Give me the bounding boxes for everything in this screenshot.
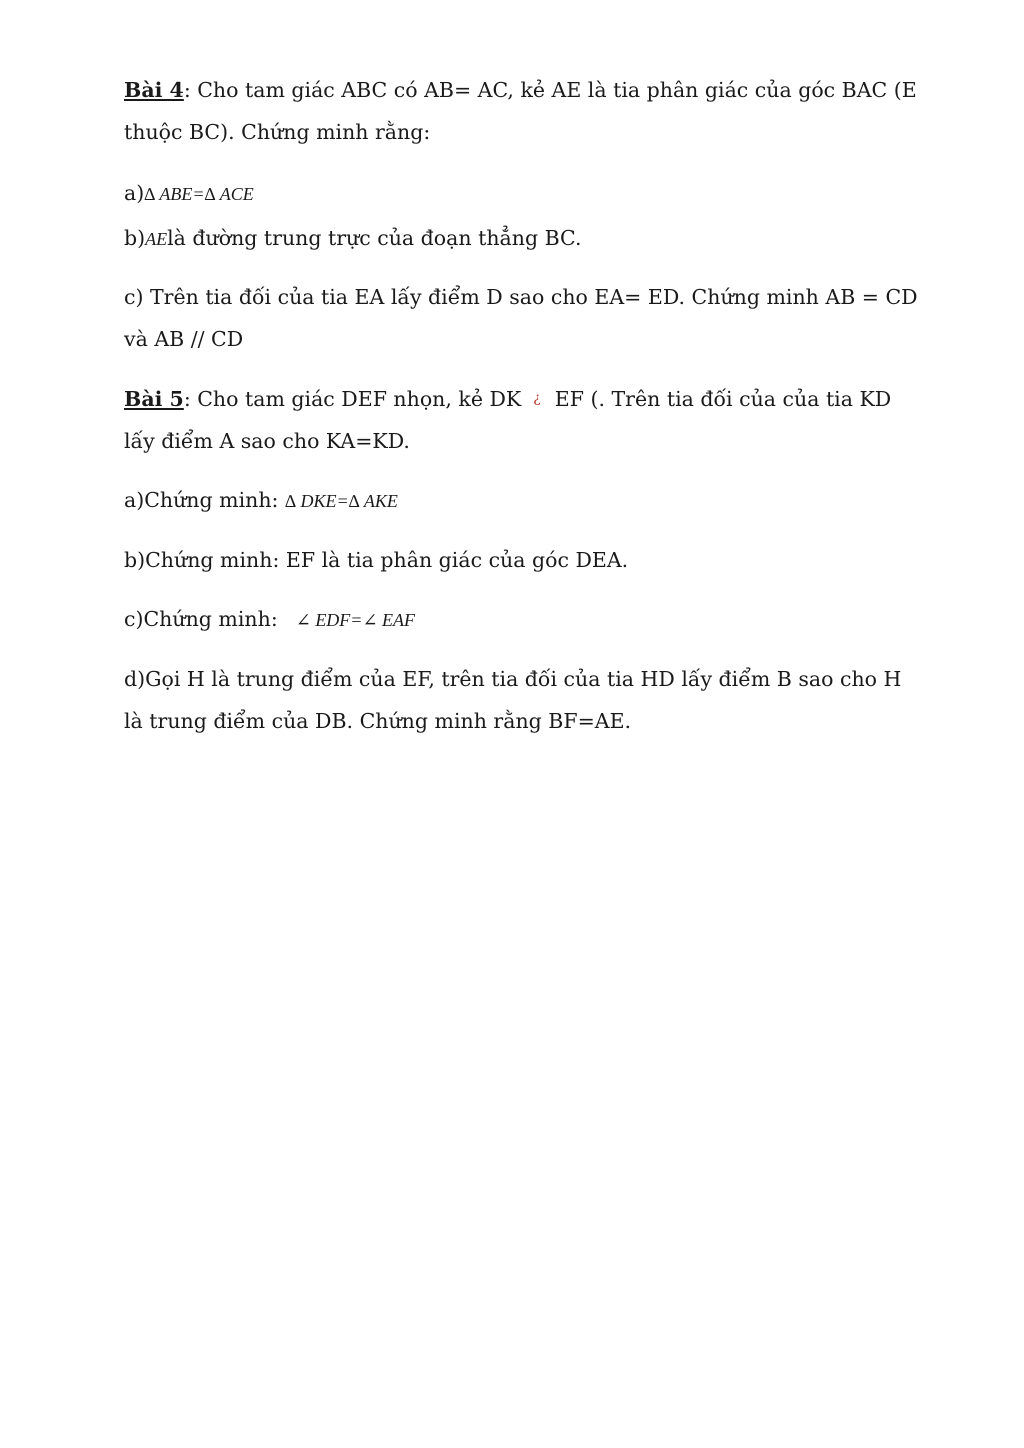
bai4-title: Bài 4 [124,78,184,102]
bai5-d-text-cont: là trung điểm của DB. Chứng minh rằng BF=AE. [124,709,632,733]
bai4-b-label: b) [124,226,146,250]
bai4-line-1 [124,78,917,102]
bai4-statement: : Cho tam giác ABC có AB= AC, kẻ AE là tia phân giác của góc BAC (E [183,78,917,102]
bai4-part-b [124,228,904,249]
bai5-statement-a: : Cho tam giác DEF nhọn, kẻ DK [183,387,522,411]
bai5-part-a [124,490,904,511]
bai4-c-text: c) Trên tia đối của tia EA lấy điểm D sao cho EA= ED. Chứng minh AB = CD [124,285,918,309]
bai5-d-text: d)Gọi H là trung điểm của EF, trên tia đối của tia HD lấy điểm B sao cho H [124,667,902,691]
bai4-part-c-line-1 [124,285,918,309]
bai5-line-1 [124,389,904,410]
bai4-c-text-cont: và AB // CD [124,327,244,351]
bai5-title: Bài 5 [124,387,184,411]
bai4-a-formula: ∆ ABE=∆ ACE [144,184,254,204]
bai5-statement-cont: lấy điểm A sao cho KA=KD. [124,429,410,453]
bai4-b-formula: AE [145,229,168,249]
bai5-c-label: c)Chứng minh: [124,607,278,631]
bai5-statement-b: EF (. Trên tia đối của của tia KD [554,387,892,411]
bai5-a-label: a)Chứng minh: [124,488,285,512]
bai4-line-2 [124,122,904,143]
bai5-part-d-line-1 [124,669,904,690]
bai5-c-formula: ∠ EDF=∠ EAF [295,610,416,630]
bai4-b-text: là đường trung trực của đoạn thẳng BC. [167,226,582,250]
bai4-part-a [124,183,904,204]
bai4-statement-cont: thuộc BC). Chứng minh rằng: [124,120,431,144]
bai5-line-2 [124,431,904,452]
bai4-a-label: a) [124,181,145,205]
bai5-b-text: b)Chứng minh: EF là tia phân giác của góc DEA. [124,548,629,572]
bai5-part-b [124,550,904,571]
bai4-part-c-line-2 [124,329,904,350]
bai5-part-c [124,609,904,630]
bai5-a-formula: ∆ DKE=∆ AKE [284,491,398,511]
perpendicular-placeholder-glyph: ¿ [533,390,541,406]
bai5-part-d-line-2 [124,711,904,732]
